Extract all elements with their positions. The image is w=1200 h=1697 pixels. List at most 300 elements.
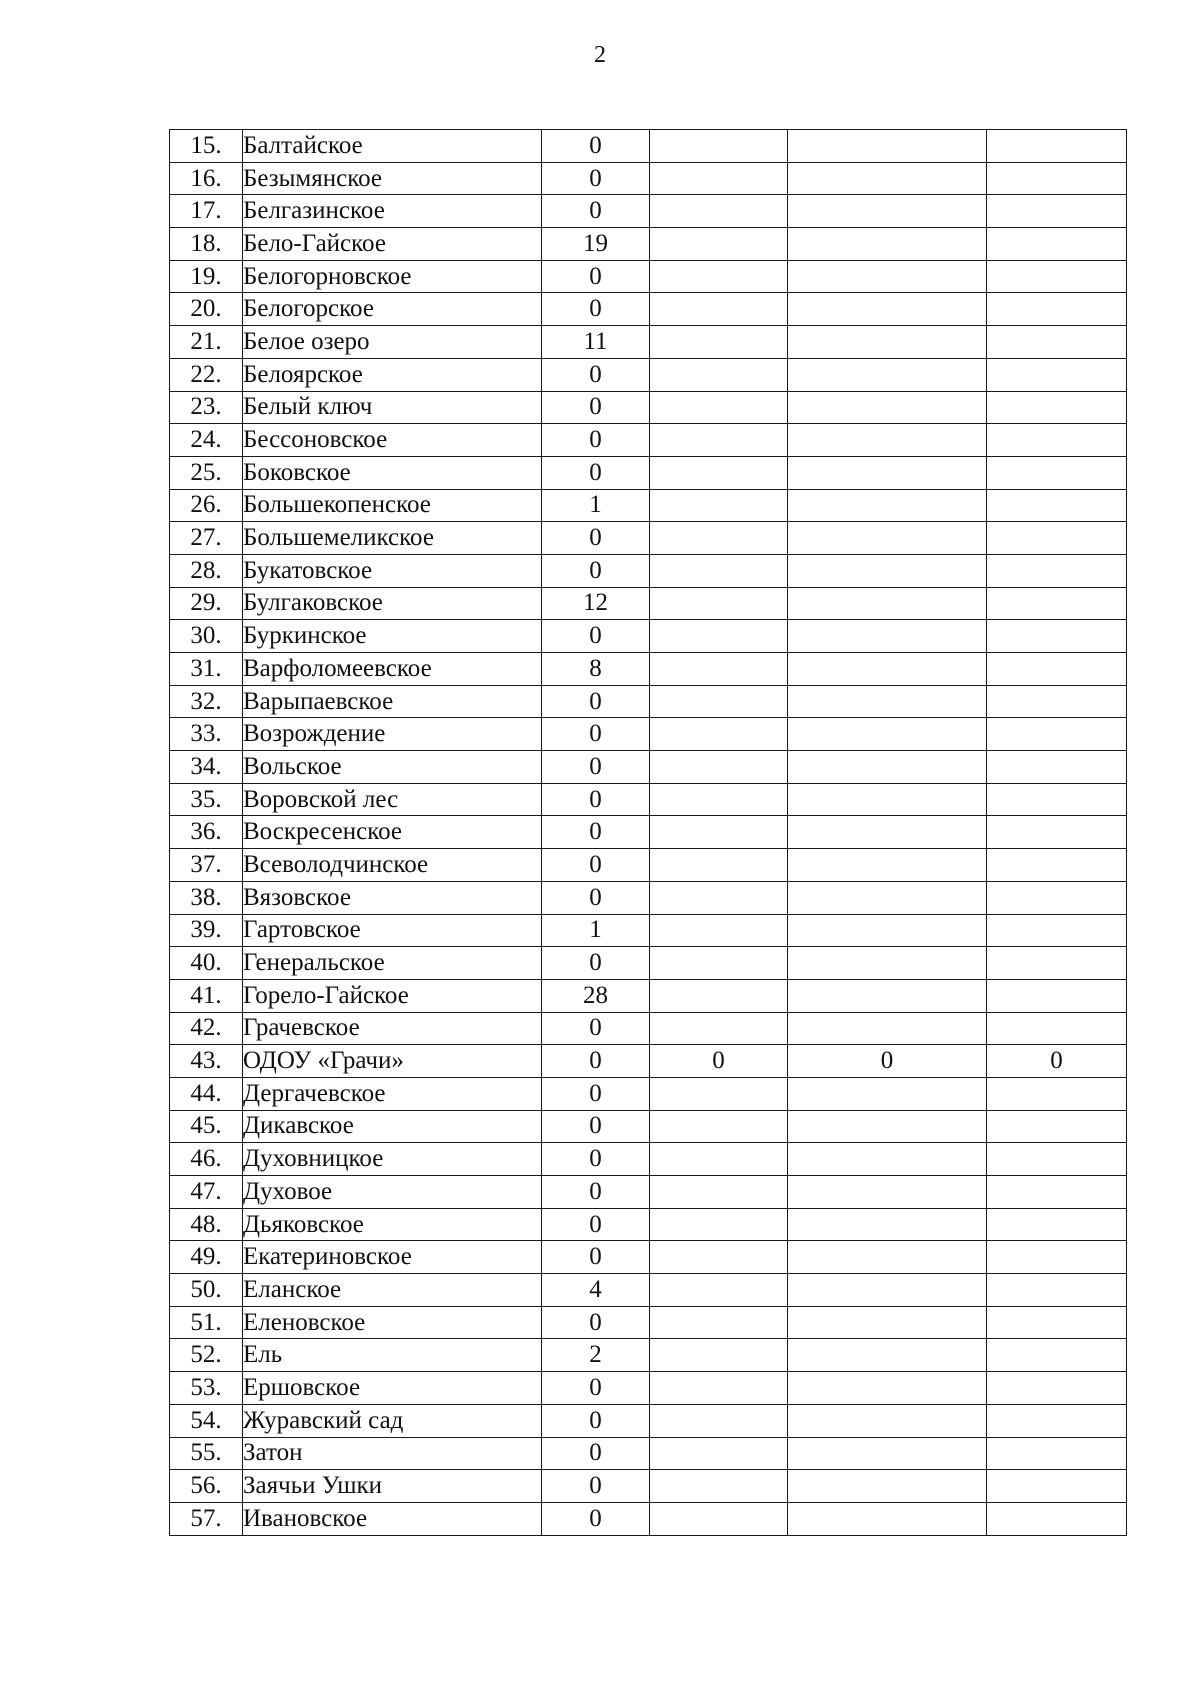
table-row <box>170 195 1127 228</box>
row-value: 0 <box>542 849 650 882</box>
row-extra-2 <box>788 130 987 163</box>
row-name: Бело-Гайское <box>243 228 542 261</box>
row-extra-3 <box>987 620 1127 653</box>
row-extra-1 <box>650 489 788 522</box>
row-number: 44. <box>170 1077 243 1110</box>
row-value: 0 <box>542 1404 650 1437</box>
row-number: 35. <box>170 783 243 816</box>
row-value: 0 <box>542 620 650 653</box>
row-value: 0 <box>542 195 650 228</box>
row-number: 46. <box>170 1143 243 1176</box>
row-extra-2 <box>788 718 987 751</box>
row-name: Дикавское <box>243 1110 542 1143</box>
row-extra-1 <box>650 1143 788 1176</box>
row-extra-2 <box>788 554 987 587</box>
row-value: 0 <box>542 554 650 587</box>
row-number: 32. <box>170 685 243 718</box>
table-row <box>170 522 1127 555</box>
row-name: Генеральское <box>243 947 542 980</box>
table-row <box>170 1077 1127 1110</box>
row-extra-2 <box>788 1143 987 1176</box>
row-extra-2 <box>788 1176 987 1209</box>
row-number: 36. <box>170 816 243 849</box>
row-extra-1 <box>650 914 788 947</box>
row-extra-3 <box>987 1241 1127 1274</box>
row-name: Ивановское <box>243 1502 542 1535</box>
row-number: 33. <box>170 718 243 751</box>
row-name: Ель <box>243 1339 542 1372</box>
row-extra-3 <box>987 979 1127 1012</box>
row-name: ОДОУ «Грачи» <box>243 1045 542 1078</box>
table-row <box>170 1339 1127 1372</box>
row-extra-1 <box>650 751 788 784</box>
row-extra-3 <box>987 489 1127 522</box>
row-extra-2 <box>788 1077 987 1110</box>
row-number: 55. <box>170 1437 243 1470</box>
row-number: 45. <box>170 1110 243 1143</box>
row-name: Белоярское <box>243 358 542 391</box>
row-extra-1 <box>650 228 788 261</box>
row-extra-3 <box>987 293 1127 326</box>
row-value: 0 <box>542 293 650 326</box>
row-extra-1 <box>650 653 788 686</box>
row-value: 0 <box>542 718 650 751</box>
row-extra-1 <box>650 881 788 914</box>
row-name: Варфоломеевское <box>243 653 542 686</box>
table-row <box>170 816 1127 849</box>
row-extra-3 <box>987 522 1127 555</box>
row-extra-2 <box>788 1404 987 1437</box>
table-row <box>170 1372 1127 1405</box>
row-name: Духовницкое <box>243 1143 542 1176</box>
row-extra-1 <box>650 1012 788 1045</box>
row-extra-1 <box>650 849 788 882</box>
row-value: 0 <box>542 947 650 980</box>
row-extra-2 <box>788 914 987 947</box>
row-value: 0 <box>542 358 650 391</box>
row-name: Екатериновское <box>243 1241 542 1274</box>
row-extra-3 <box>987 1208 1127 1241</box>
row-value: 0 <box>542 1241 650 1274</box>
row-extra-3 <box>987 1110 1127 1143</box>
row-name: Белогорновское <box>243 260 542 293</box>
row-extra-3 <box>987 456 1127 489</box>
row-extra-2 <box>788 293 987 326</box>
row-extra-2 <box>788 653 987 686</box>
row-value: 0 <box>542 1470 650 1503</box>
row-number: 16. <box>170 162 243 195</box>
row-extra-1 <box>650 1241 788 1274</box>
row-value: 8 <box>542 653 650 686</box>
row-number: 34. <box>170 751 243 784</box>
row-name: Воскресенское <box>243 816 542 849</box>
row-extra-3 <box>987 947 1127 980</box>
row-extra-1 <box>650 1437 788 1470</box>
row-value: 4 <box>542 1274 650 1307</box>
row-extra-3 <box>987 685 1127 718</box>
row-value: 0 <box>542 751 650 784</box>
row-extra-3 <box>987 391 1127 424</box>
table-row <box>170 1208 1127 1241</box>
row-extra-2 <box>788 522 987 555</box>
row-value: 0 <box>542 1437 650 1470</box>
row-extra-1 <box>650 391 788 424</box>
row-extra-1 <box>650 424 788 457</box>
row-name: Балтайское <box>243 130 542 163</box>
row-name: Вязовское <box>243 881 542 914</box>
row-value: 0 <box>542 456 650 489</box>
row-name: Белый ключ <box>243 391 542 424</box>
row-number: 24. <box>170 424 243 457</box>
row-name: Гартовское <box>243 914 542 947</box>
row-extra-3 <box>987 849 1127 882</box>
row-name: Ершовское <box>243 1372 542 1405</box>
row-extra-2 <box>788 1470 987 1503</box>
row-extra-3 <box>987 1502 1127 1535</box>
row-value: 0 <box>542 391 650 424</box>
row-extra-3 <box>987 162 1127 195</box>
table-row <box>170 293 1127 326</box>
table-row <box>170 685 1127 718</box>
row-name: Бессоновское <box>243 424 542 457</box>
row-value: 0 <box>542 260 650 293</box>
row-extra-1 <box>650 816 788 849</box>
row-extra-2 <box>788 979 987 1012</box>
row-extra-1 <box>650 620 788 653</box>
row-number: 52. <box>170 1339 243 1372</box>
row-extra-1 <box>650 1404 788 1437</box>
row-name: Дьяковское <box>243 1208 542 1241</box>
row-value: 1 <box>542 489 650 522</box>
row-extra-1 <box>650 326 788 359</box>
table-row <box>170 162 1127 195</box>
row-name: Белгазинское <box>243 195 542 228</box>
row-extra-3 <box>987 718 1127 751</box>
row-extra-2 <box>788 1110 987 1143</box>
row-extra-2 <box>788 1339 987 1372</box>
row-extra-3 <box>987 1176 1127 1209</box>
row-number: 56. <box>170 1470 243 1503</box>
row-number: 17. <box>170 195 243 228</box>
row-name: Вольское <box>243 751 542 784</box>
row-extra-1 <box>650 195 788 228</box>
row-extra-2 <box>788 1502 987 1535</box>
table-row <box>170 456 1127 489</box>
row-value: 19 <box>542 228 650 261</box>
row-extra-2 <box>788 162 987 195</box>
table-row <box>170 947 1127 980</box>
row-extra-1 <box>650 1208 788 1241</box>
row-extra-3 <box>987 130 1127 163</box>
row-extra-1 <box>650 947 788 980</box>
row-number: 40. <box>170 947 243 980</box>
row-extra-3 <box>987 228 1127 261</box>
row-extra-1 <box>650 718 788 751</box>
row-name: Затон <box>243 1437 542 1470</box>
table-row <box>170 1470 1127 1503</box>
row-name: Букатовское <box>243 554 542 587</box>
row-value: 0 <box>542 1045 650 1078</box>
row-extra-2 <box>788 881 987 914</box>
row-name: Горело-Гайское <box>243 979 542 1012</box>
row-extra-1 <box>650 685 788 718</box>
table-row <box>170 620 1127 653</box>
row-extra-1 <box>650 1502 788 1535</box>
table-row <box>170 979 1127 1012</box>
row-number: 29. <box>170 587 243 620</box>
row-number: 53. <box>170 1372 243 1405</box>
row-extra-1 <box>650 130 788 163</box>
row-number: 21. <box>170 326 243 359</box>
table-row <box>170 1176 1127 1209</box>
row-extra-2 <box>788 1372 987 1405</box>
row-extra-1 <box>650 979 788 1012</box>
table-row <box>170 424 1127 457</box>
row-name: Варыпаевское <box>243 685 542 718</box>
row-extra-2 <box>788 456 987 489</box>
row-extra-2 <box>788 228 987 261</box>
table-row <box>170 1241 1127 1274</box>
row-name: Буркинское <box>243 620 542 653</box>
row-extra-2 <box>788 1241 987 1274</box>
table-row <box>170 130 1127 163</box>
row-value: 0 <box>542 783 650 816</box>
row-value: 0 <box>542 881 650 914</box>
row-name: Всеволодчинское <box>243 849 542 882</box>
row-number: 38. <box>170 881 243 914</box>
row-value: 0 <box>542 1306 650 1339</box>
table-row <box>170 718 1127 751</box>
row-value: 0 <box>542 130 650 163</box>
row-value: 0 <box>542 685 650 718</box>
row-name: Дергачевское <box>243 1077 542 1110</box>
row-number: 37. <box>170 849 243 882</box>
table-row <box>170 1404 1127 1437</box>
page-number: 2 <box>594 42 606 68</box>
table-row <box>170 849 1127 882</box>
row-extra-3 <box>987 1470 1127 1503</box>
row-extra-1 <box>650 260 788 293</box>
row-name: Большекопенское <box>243 489 542 522</box>
row-extra-3: 0 <box>987 1045 1127 1078</box>
row-extra-2 <box>788 816 987 849</box>
row-number: 31. <box>170 653 243 686</box>
row-extra-1 <box>650 456 788 489</box>
row-extra-1 <box>650 554 788 587</box>
row-extra-3 <box>987 1143 1127 1176</box>
row-extra-1 <box>650 1470 788 1503</box>
row-extra-2 <box>788 947 987 980</box>
table-row <box>170 260 1127 293</box>
row-extra-1 <box>650 1306 788 1339</box>
row-number: 23. <box>170 391 243 424</box>
table-row <box>170 653 1127 686</box>
table-row <box>170 554 1127 587</box>
table-row <box>170 751 1127 784</box>
row-number: 27. <box>170 522 243 555</box>
table-row <box>170 1306 1127 1339</box>
row-extra-1 <box>650 783 788 816</box>
row-extra-2 <box>788 326 987 359</box>
row-extra-3 <box>987 1372 1127 1405</box>
row-value: 0 <box>542 1110 650 1143</box>
row-extra-2 <box>788 1306 987 1339</box>
row-extra-3 <box>987 554 1127 587</box>
row-extra-3 <box>987 1306 1127 1339</box>
row-extra-2 <box>788 751 987 784</box>
row-name: Безымянское <box>243 162 542 195</box>
row-extra-2 <box>788 587 987 620</box>
row-number: 43. <box>170 1045 243 1078</box>
row-extra-2 <box>788 1208 987 1241</box>
row-extra-3 <box>987 1404 1127 1437</box>
row-extra-3 <box>987 260 1127 293</box>
row-value: 0 <box>542 1012 650 1045</box>
table-row <box>170 587 1127 620</box>
row-extra-3 <box>987 195 1127 228</box>
table-row <box>170 1012 1127 1045</box>
row-value: 28 <box>542 979 650 1012</box>
row-name: Еленовское <box>243 1306 542 1339</box>
row-extra-3 <box>987 587 1127 620</box>
registry-table <box>169 129 1127 1536</box>
row-number: 28. <box>170 554 243 587</box>
table-row <box>170 783 1127 816</box>
row-extra-3 <box>987 424 1127 457</box>
row-extra-2 <box>788 358 987 391</box>
row-number: 49. <box>170 1241 243 1274</box>
row-extra-3 <box>987 358 1127 391</box>
row-extra-2 <box>788 391 987 424</box>
row-number: 18. <box>170 228 243 261</box>
row-extra-3 <box>987 326 1127 359</box>
row-name: Духовое <box>243 1176 542 1209</box>
row-extra-3 <box>987 1274 1127 1307</box>
row-extra-1 <box>650 1274 788 1307</box>
row-number: 48. <box>170 1208 243 1241</box>
row-extra-1 <box>650 1110 788 1143</box>
table-row <box>170 881 1127 914</box>
row-extra-3 <box>987 1339 1127 1372</box>
row-value: 0 <box>542 816 650 849</box>
row-extra-1 <box>650 1339 788 1372</box>
row-extra-3 <box>987 783 1127 816</box>
row-name: Возрождение <box>243 718 542 751</box>
row-value: 0 <box>542 1176 650 1209</box>
row-extra-3 <box>987 751 1127 784</box>
row-number: 50. <box>170 1274 243 1307</box>
row-extra-2 <box>788 783 987 816</box>
table-row <box>170 1045 1127 1078</box>
row-extra-3 <box>987 1437 1127 1470</box>
row-number: 19. <box>170 260 243 293</box>
row-extra-1 <box>650 1176 788 1209</box>
row-number: 57. <box>170 1502 243 1535</box>
row-name: Большемеликское <box>243 522 542 555</box>
row-value: 0 <box>542 1077 650 1110</box>
row-extra-1 <box>650 1372 788 1405</box>
row-value: 12 <box>542 587 650 620</box>
row-number: 15. <box>170 130 243 163</box>
row-extra-1 <box>650 522 788 555</box>
row-extra-2 <box>788 849 987 882</box>
table-body <box>170 130 1127 1536</box>
table-row <box>170 1143 1127 1176</box>
row-name: Еланское <box>243 1274 542 1307</box>
row-name: Заячьи Ушки <box>243 1470 542 1503</box>
row-extra-1: 0 <box>650 1045 788 1078</box>
table-row <box>170 1110 1127 1143</box>
row-name: Булгаковское <box>243 587 542 620</box>
row-name: Грачевское <box>243 1012 542 1045</box>
table-row <box>170 228 1127 261</box>
table-row <box>170 1437 1127 1470</box>
row-extra-2 <box>788 489 987 522</box>
table-row <box>170 326 1127 359</box>
row-number: 20. <box>170 293 243 326</box>
row-extra-3 <box>987 881 1127 914</box>
row-value: 0 <box>542 1208 650 1241</box>
table-row <box>170 489 1127 522</box>
row-extra-1 <box>650 293 788 326</box>
row-number: 42. <box>170 1012 243 1045</box>
row-number: 54. <box>170 1404 243 1437</box>
table-row <box>170 391 1127 424</box>
row-number: 39. <box>170 914 243 947</box>
row-value: 0 <box>542 522 650 555</box>
row-value: 1 <box>542 914 650 947</box>
row-extra-2 <box>788 1012 987 1045</box>
row-name: Воровской лес <box>243 783 542 816</box>
row-extra-3 <box>987 914 1127 947</box>
row-number: 25. <box>170 456 243 489</box>
row-value: 0 <box>542 162 650 195</box>
row-number: 22. <box>170 358 243 391</box>
row-value: 0 <box>542 1372 650 1405</box>
table-row <box>170 914 1127 947</box>
row-value: 2 <box>542 1339 650 1372</box>
row-extra-3 <box>987 1012 1127 1045</box>
row-extra-2 <box>788 1437 987 1470</box>
table-row <box>170 1274 1127 1307</box>
row-extra-2: 0 <box>788 1045 987 1078</box>
row-name: Белогорское <box>243 293 542 326</box>
row-extra-2 <box>788 1274 987 1307</box>
row-extra-1 <box>650 587 788 620</box>
row-number: 41. <box>170 979 243 1012</box>
row-number: 51. <box>170 1306 243 1339</box>
row-extra-1 <box>650 358 788 391</box>
row-extra-1 <box>650 162 788 195</box>
row-extra-3 <box>987 653 1127 686</box>
row-number: 30. <box>170 620 243 653</box>
row-number: 26. <box>170 489 243 522</box>
row-value: 0 <box>542 1143 650 1176</box>
table-row <box>170 1502 1127 1535</box>
row-value: 11 <box>542 326 650 359</box>
row-extra-2 <box>788 685 987 718</box>
row-extra-2 <box>788 620 987 653</box>
row-name: Журавский сад <box>243 1404 542 1437</box>
row-extra-2 <box>788 195 987 228</box>
row-extra-2 <box>788 424 987 457</box>
table-row <box>170 358 1127 391</box>
row-value: 0 <box>542 424 650 457</box>
row-extra-3 <box>987 816 1127 849</box>
row-extra-3 <box>987 1077 1127 1110</box>
row-extra-2 <box>788 260 987 293</box>
row-number: 47. <box>170 1176 243 1209</box>
